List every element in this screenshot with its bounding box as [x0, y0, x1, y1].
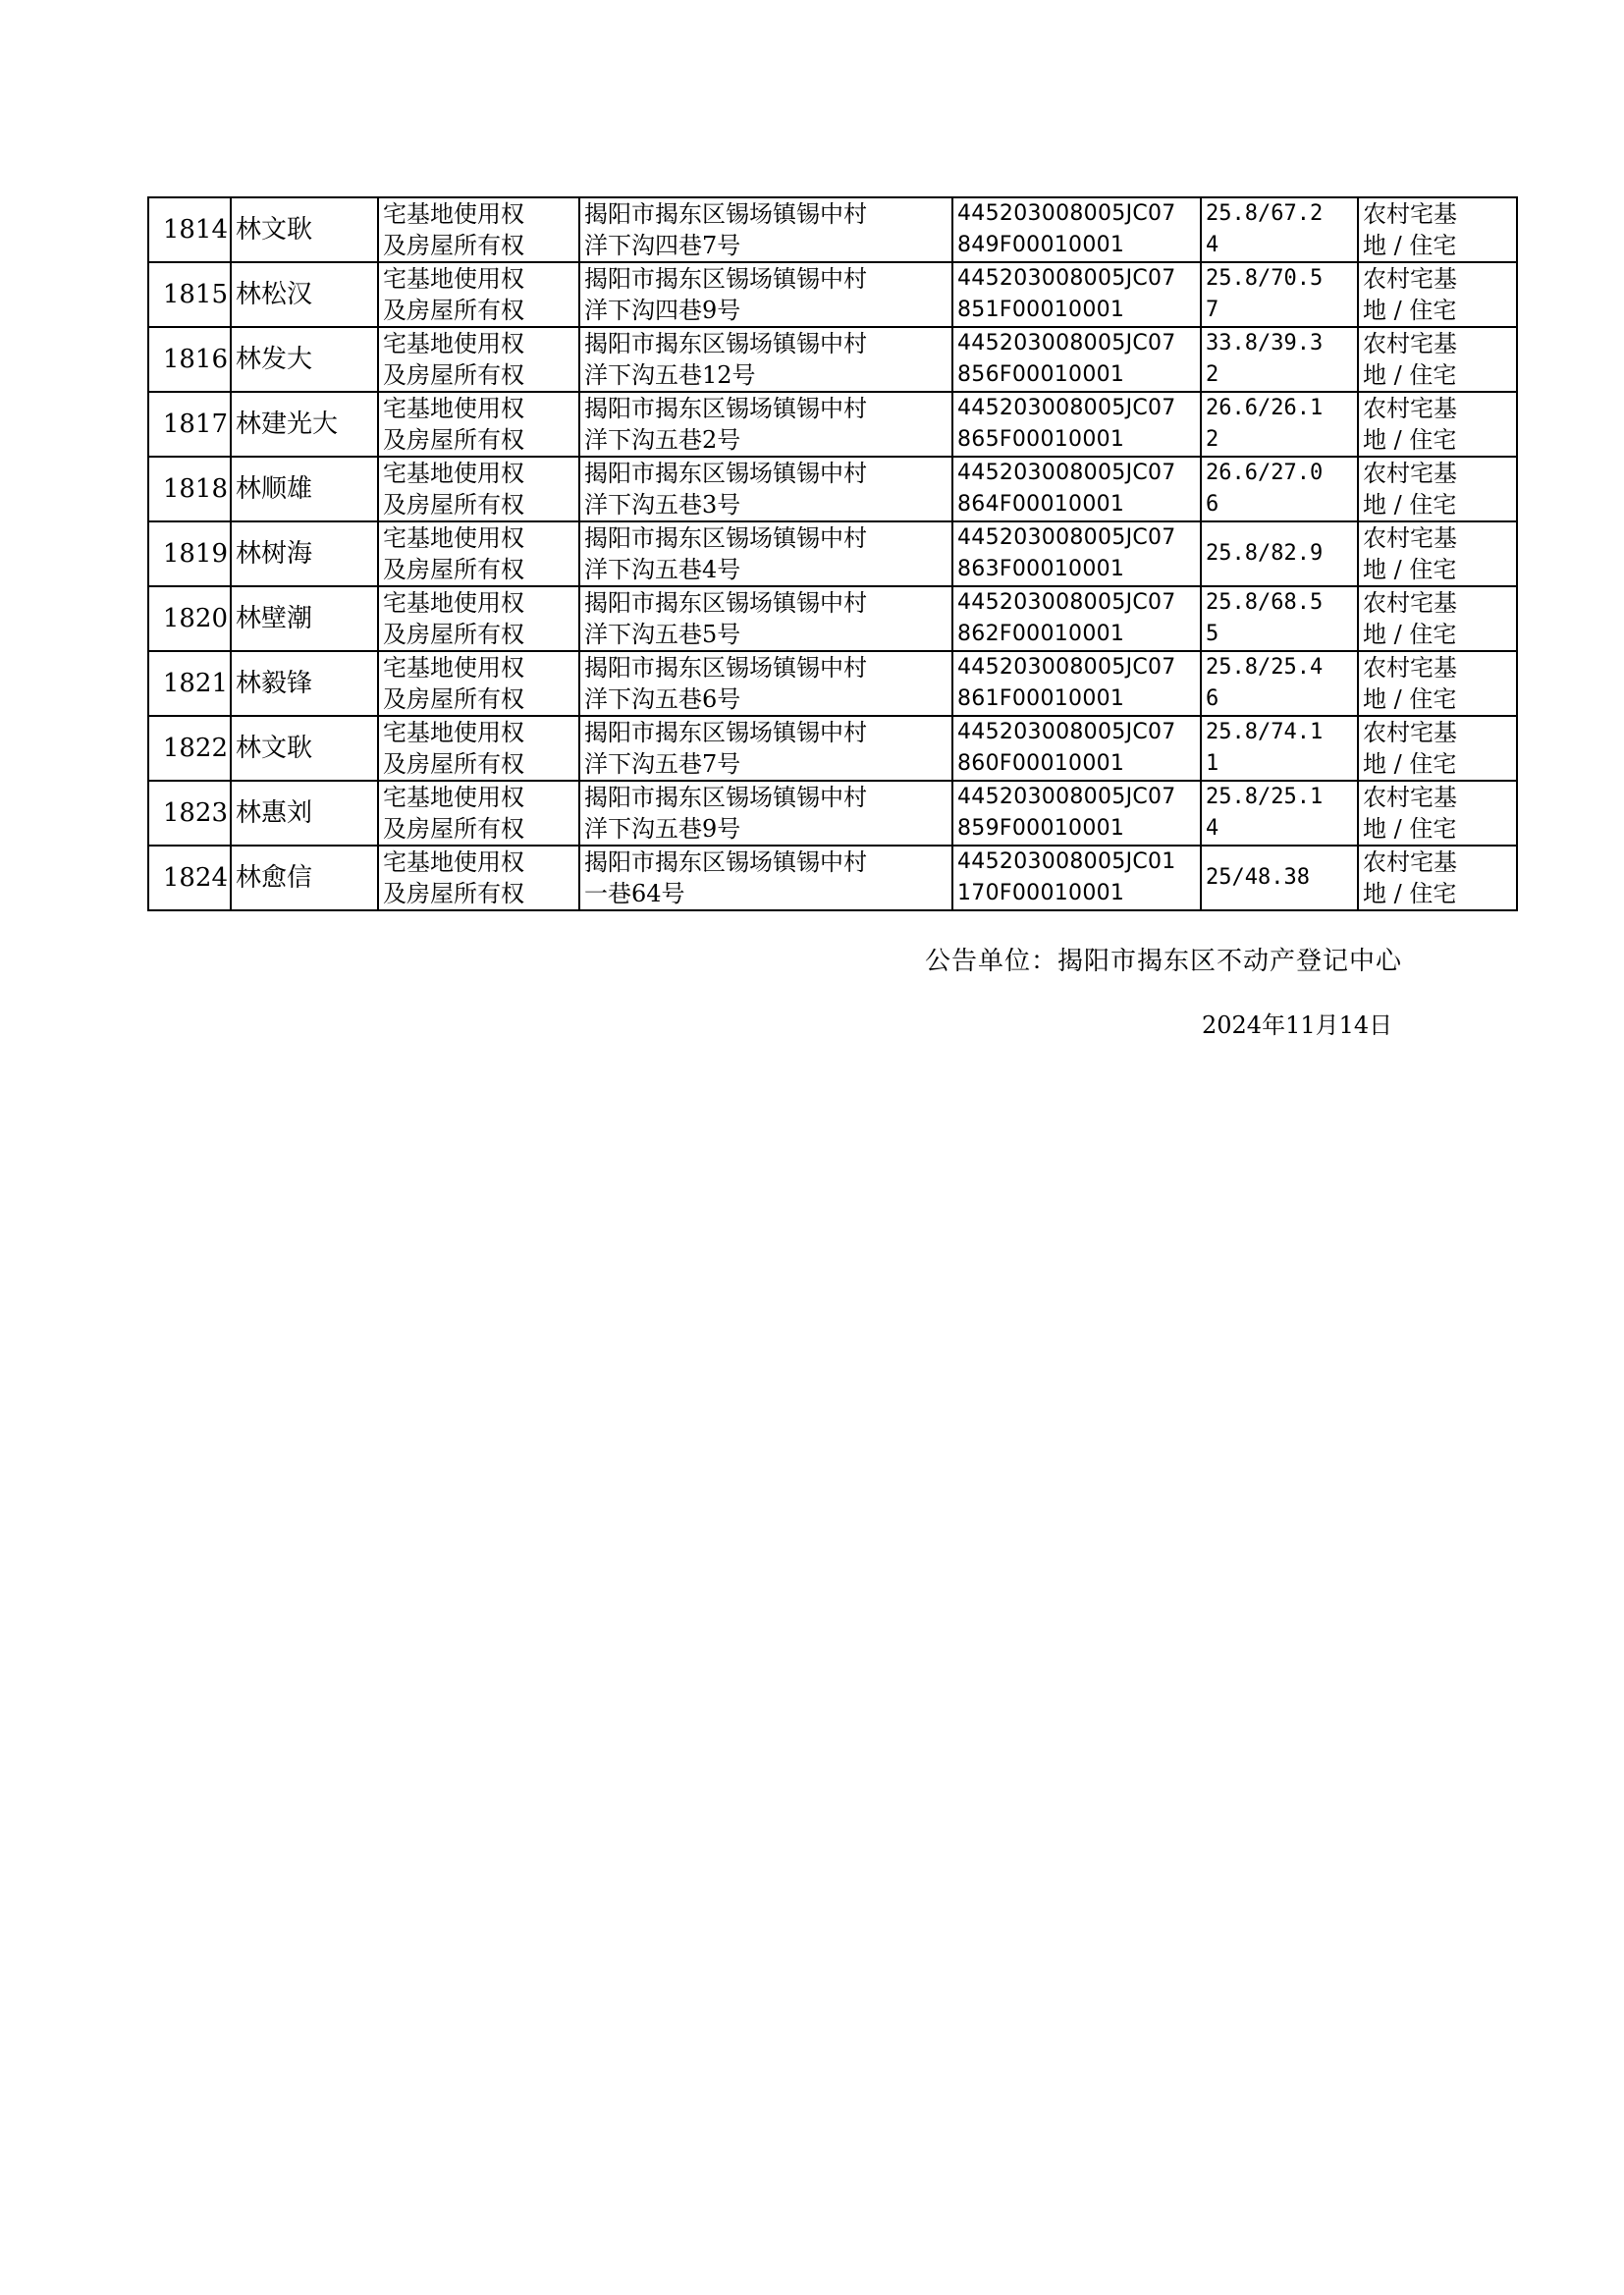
property-address-line: 揭阳市揭东区锡场镇锡中村	[584, 589, 867, 617]
owner-name-cell: 林发大	[231, 327, 378, 392]
area-value-line: 25.8/25.1	[1206, 785, 1324, 809]
unit-number-cell	[952, 457, 1201, 521]
right-type-cell	[378, 197, 579, 262]
unit-number-line: 445203008005JC07	[957, 331, 1176, 355]
row-number-cell: 1824	[148, 846, 231, 910]
right-type-line: 宅基地使用权	[383, 654, 524, 682]
unit-number-cell	[952, 846, 1201, 910]
table-row	[148, 781, 1517, 846]
table-row	[148, 846, 1517, 910]
land-use-line: 地 / 住宅	[1363, 750, 1457, 778]
property-address-line: 洋下沟五巷7号	[584, 750, 741, 778]
land-use-line: 农村宅基	[1363, 589, 1457, 617]
right-type-line: 及房屋所有权	[383, 232, 524, 259]
land-use-cell	[1358, 457, 1517, 521]
area-value-cell	[1201, 392, 1358, 457]
area-value-line: 2	[1206, 362, 1219, 387]
owner-name-cell: 林松汉	[231, 262, 378, 327]
property-address-cell	[579, 197, 952, 262]
owner-name-cell: 林文耿	[231, 716, 378, 781]
property-address-cell	[579, 262, 952, 327]
unit-number-line: 445203008005JC07	[957, 201, 1176, 226]
row-number-cell: 1816	[148, 327, 231, 392]
row-number-cell: 1823	[148, 781, 231, 846]
property-address-cell	[579, 392, 952, 457]
registry-table	[147, 196, 1518, 911]
area-value-line: 4	[1206, 816, 1219, 841]
area-value-line: 7	[1206, 298, 1219, 322]
property-address-line: 揭阳市揭东区锡场镇锡中村	[584, 784, 867, 811]
area-value-line: 5	[1206, 622, 1219, 646]
unit-number-line: 445203008005JC07	[957, 396, 1176, 420]
land-use-line: 农村宅基	[1363, 719, 1457, 746]
table-row	[148, 716, 1517, 781]
land-use-line: 地 / 住宅	[1363, 556, 1457, 583]
land-use-cell	[1358, 586, 1517, 651]
unit-number-line: 445203008005JC07	[957, 266, 1176, 291]
land-use-cell	[1358, 521, 1517, 586]
area-value-line: 25.8/68.5	[1206, 590, 1324, 615]
unit-number-line: 445203008005JC07	[957, 655, 1176, 680]
area-value-line: 26.6/26.1	[1206, 396, 1324, 420]
right-type-line: 及房屋所有权	[383, 361, 524, 389]
area-value-cell	[1201, 781, 1358, 846]
table-row	[148, 262, 1517, 327]
owner-name-cell: 林文耿	[231, 197, 378, 262]
property-address-line: 揭阳市揭东区锡场镇锡中村	[584, 265, 867, 293]
land-use-line: 农村宅基	[1363, 460, 1457, 487]
right-type-cell	[378, 457, 579, 521]
land-use-line: 农村宅基	[1363, 524, 1457, 552]
right-type-line: 宅基地使用权	[383, 719, 524, 746]
row-number-cell: 1815	[148, 262, 231, 327]
table-row	[148, 392, 1517, 457]
property-address-line: 洋下沟五巷3号	[584, 491, 741, 519]
land-use-cell	[1358, 392, 1517, 457]
right-type-cell	[378, 781, 579, 846]
unit-number-line: 445203008005JC07	[957, 785, 1176, 809]
unit-number-cell	[952, 781, 1201, 846]
area-value-line: 25/48.38	[1206, 865, 1310, 890]
property-address-line: 洋下沟五巷5号	[584, 621, 741, 648]
announcement-date: 2024年11月14日	[1202, 1011, 1393, 1039]
land-use-line: 农村宅基	[1363, 395, 1457, 422]
right-type-cell	[378, 586, 579, 651]
unit-number-line: 864F00010001	[957, 492, 1125, 517]
area-value-line: 25.8/70.5	[1206, 266, 1324, 291]
unit-number-line: 445203008005JC07	[957, 590, 1176, 615]
table-row	[148, 327, 1517, 392]
land-use-cell	[1358, 197, 1517, 262]
property-address-line: 揭阳市揭东区锡场镇锡中村	[584, 330, 867, 357]
property-address-line: 洋下沟五巷2号	[584, 426, 741, 454]
right-type-line: 宅基地使用权	[383, 330, 524, 357]
unit-number-line: 861F00010001	[957, 686, 1125, 711]
right-type-line: 宅基地使用权	[383, 524, 524, 552]
area-value-line: 4	[1206, 233, 1219, 257]
right-type-cell	[378, 327, 579, 392]
unit-number-line: 859F00010001	[957, 816, 1125, 841]
row-number-cell: 1817	[148, 392, 231, 457]
land-use-line: 农村宅基	[1363, 848, 1457, 876]
area-value-line: 6	[1206, 686, 1219, 711]
area-value-line: 25.8/74.1	[1206, 720, 1324, 744]
land-use-line: 农村宅基	[1363, 654, 1457, 682]
unit-number-cell	[952, 262, 1201, 327]
unit-number-line: 849F00010001	[957, 233, 1125, 257]
property-address-cell	[579, 457, 952, 521]
unit-number-cell	[952, 392, 1201, 457]
unit-number-line: 856F00010001	[957, 362, 1125, 387]
unit-number-line: 860F00010001	[957, 751, 1125, 776]
land-use-line: 地 / 住宅	[1363, 426, 1457, 454]
land-use-cell	[1358, 781, 1517, 846]
property-address-cell	[579, 651, 952, 716]
right-type-line: 及房屋所有权	[383, 621, 524, 648]
right-type-line: 宅基地使用权	[383, 848, 524, 876]
unit-number-line: 170F00010001	[957, 881, 1125, 905]
area-value-cell	[1201, 521, 1358, 586]
land-use-line: 地 / 住宅	[1363, 361, 1457, 389]
property-address-line: 揭阳市揭东区锡场镇锡中村	[584, 395, 867, 422]
table-row	[148, 651, 1517, 716]
land-use-cell	[1358, 846, 1517, 910]
property-address-line: 洋下沟五巷6号	[584, 685, 741, 713]
row-number-cell: 1821	[148, 651, 231, 716]
land-use-line: 地 / 住宅	[1363, 491, 1457, 519]
right-type-cell	[378, 262, 579, 327]
right-type-line: 及房屋所有权	[383, 815, 524, 843]
property-address-cell	[579, 521, 952, 586]
unit-number-line: 863F00010001	[957, 557, 1125, 581]
right-type-line: 及房屋所有权	[383, 491, 524, 519]
right-type-line: 及房屋所有权	[383, 297, 524, 324]
unit-number-line: 445203008005JC07	[957, 525, 1176, 550]
unit-number-cell	[952, 521, 1201, 586]
owner-name-cell: 林建光大	[231, 392, 378, 457]
right-type-line: 及房屋所有权	[383, 750, 524, 778]
row-number-cell: 1820	[148, 586, 231, 651]
right-type-line: 宅基地使用权	[383, 460, 524, 487]
property-address-cell	[579, 781, 952, 846]
property-address-cell	[579, 716, 952, 781]
right-type-cell	[378, 521, 579, 586]
registry-table-body	[148, 197, 1517, 910]
right-type-cell	[378, 651, 579, 716]
area-value-cell	[1201, 262, 1358, 327]
row-number-cell: 1822	[148, 716, 231, 781]
property-address-line: 揭阳市揭东区锡场镇锡中村	[584, 654, 867, 682]
right-type-line: 宅基地使用权	[383, 589, 524, 617]
unit-number-line: 445203008005JC07	[957, 461, 1176, 485]
area-value-line: 25.8/67.2	[1206, 201, 1324, 226]
unit-number-line: 445203008005JC01	[957, 849, 1176, 874]
area-value-line: 25.8/82.9	[1206, 541, 1324, 566]
land-use-cell	[1358, 327, 1517, 392]
area-value-line: 2	[1206, 427, 1219, 452]
land-use-cell	[1358, 651, 1517, 716]
property-address-line: 揭阳市揭东区锡场镇锡中村	[584, 848, 867, 876]
land-use-line: 农村宅基	[1363, 265, 1457, 293]
area-value-line: 25.8/25.4	[1206, 655, 1324, 680]
right-type-line: 及房屋所有权	[383, 556, 524, 583]
unit-number-cell	[952, 651, 1201, 716]
land-use-line: 地 / 住宅	[1363, 880, 1457, 907]
land-use-line: 农村宅基	[1363, 330, 1457, 357]
land-use-cell	[1358, 262, 1517, 327]
land-use-line: 地 / 住宅	[1363, 232, 1457, 259]
land-use-line: 地 / 住宅	[1363, 621, 1457, 648]
owner-name-cell: 林愈信	[231, 846, 378, 910]
property-address-line: 揭阳市揭东区锡场镇锡中村	[584, 200, 867, 228]
land-use-line: 地 / 住宅	[1363, 297, 1457, 324]
unit-number-line: 851F00010001	[957, 298, 1125, 322]
property-address-line: 一巷64号	[584, 880, 685, 907]
area-value-cell	[1201, 846, 1358, 910]
right-type-line: 宅基地使用权	[383, 265, 524, 293]
unit-number-cell	[952, 197, 1201, 262]
area-value-cell	[1201, 586, 1358, 651]
area-value-line: 26.6/27.0	[1206, 461, 1324, 485]
area-value-line: 6	[1206, 492, 1219, 517]
unit-number-line: 865F00010001	[957, 427, 1125, 452]
land-use-cell	[1358, 716, 1517, 781]
owner-name-cell: 林毅锋	[231, 651, 378, 716]
property-address-line: 洋下沟四巷9号	[584, 297, 741, 324]
area-value-cell	[1201, 651, 1358, 716]
area-value-cell	[1201, 327, 1358, 392]
right-type-cell	[378, 846, 579, 910]
area-value-line: 33.8/39.3	[1206, 331, 1324, 355]
property-address-cell	[579, 846, 952, 910]
area-value-line: 1	[1206, 751, 1219, 776]
right-type-line: 及房屋所有权	[383, 426, 524, 454]
owner-name-cell: 林壁潮	[231, 586, 378, 651]
property-address-line: 洋下沟五巷4号	[584, 556, 741, 583]
row-number-cell: 1814	[148, 197, 231, 262]
right-type-line: 宅基地使用权	[383, 395, 524, 422]
property-address-line: 揭阳市揭东区锡场镇锡中村	[584, 719, 867, 746]
row-number-cell: 1819	[148, 521, 231, 586]
right-type-cell	[378, 716, 579, 781]
land-use-line: 农村宅基	[1363, 200, 1457, 228]
unit-number-line: 862F00010001	[957, 622, 1125, 646]
right-type-line: 及房屋所有权	[383, 880, 524, 907]
unit-number-line: 445203008005JC07	[957, 720, 1176, 744]
area-value-cell	[1201, 716, 1358, 781]
table-row	[148, 457, 1517, 521]
owner-name-cell: 林顺雄	[231, 457, 378, 521]
right-type-cell	[378, 392, 579, 457]
right-type-line: 宅基地使用权	[383, 784, 524, 811]
unit-number-cell	[952, 716, 1201, 781]
unit-number-cell	[952, 586, 1201, 651]
row-number-cell: 1818	[148, 457, 231, 521]
property-address-line: 洋下沟五巷12号	[584, 361, 756, 389]
area-value-cell	[1201, 197, 1358, 262]
owner-name-cell: 林惠刘	[231, 781, 378, 846]
right-type-line: 及房屋所有权	[383, 685, 524, 713]
right-type-line: 宅基地使用权	[383, 200, 524, 228]
table-row	[148, 197, 1517, 262]
land-use-line: 农村宅基	[1363, 784, 1457, 811]
land-use-line: 地 / 住宅	[1363, 685, 1457, 713]
table-row	[148, 521, 1517, 586]
property-address-cell	[579, 327, 952, 392]
property-address-line: 揭阳市揭东区锡场镇锡中村	[584, 460, 867, 487]
area-value-cell	[1201, 457, 1358, 521]
land-use-line: 地 / 住宅	[1363, 815, 1457, 843]
owner-name-cell: 林树海	[231, 521, 378, 586]
property-address-line: 揭阳市揭东区锡场镇锡中村	[584, 524, 867, 552]
property-address-line: 洋下沟四巷7号	[584, 232, 741, 259]
table-row	[148, 586, 1517, 651]
property-address-cell	[579, 586, 952, 651]
property-address-line: 洋下沟五巷9号	[584, 815, 741, 843]
unit-number-cell	[952, 327, 1201, 392]
announcing-unit: 公告单位：揭阳市揭东区不动产登记中心	[925, 947, 1403, 976]
